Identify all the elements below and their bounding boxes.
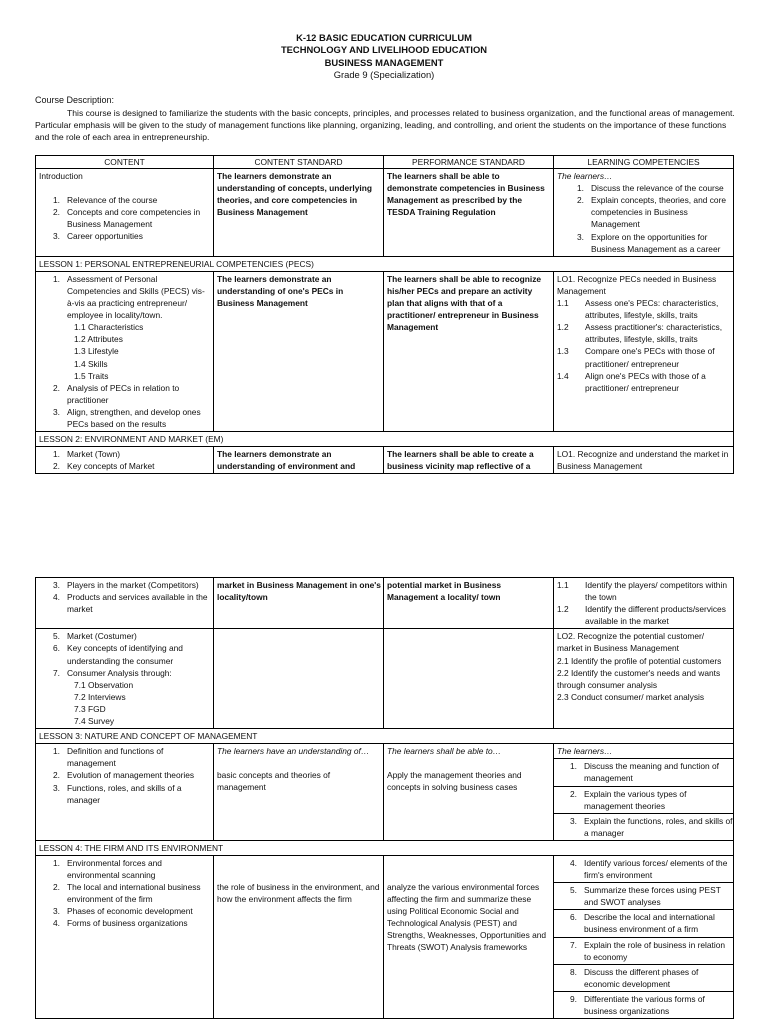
list-item [39, 194, 211, 206]
intro-lc-items [557, 182, 731, 255]
list-item-text: Key concepts of identifying and understanding the consumer [67, 643, 183, 666]
lesson-3-lc-items [554, 759, 733, 840]
lesson-2b-items [39, 579, 211, 615]
list-item-text: Describe the local and international business environment of a firm [584, 912, 715, 935]
list-item-text: Discuss the relevance of the course [591, 183, 724, 194]
list-item [39, 715, 211, 727]
list-item-number: 2. [53, 382, 60, 393]
lesson-1-learning-competencies [554, 271, 734, 431]
lesson-1-lo-title: LO1. Recognize PECs needed in Business Management [557, 273, 717, 296]
lesson-4-items [39, 857, 211, 930]
lesson-3-ps-lead: The learners shall be able to… [387, 746, 502, 757]
list-item-number: 2. [53, 461, 60, 472]
list-item-number: 3. [53, 906, 60, 917]
list-item-text: Assess practitioner's: characteristics, attributes, lifestyle, skills, traits [585, 322, 723, 345]
lesson-2c-content-standard-empty [214, 629, 384, 729]
list-item-text: Align, strengthen, and develop ones PECs based on the results [67, 406, 201, 429]
lesson-1-items [39, 273, 211, 430]
list-item [39, 745, 211, 769]
list-item-number: 4. [53, 918, 60, 929]
lesson-2-lo2-title: LO2. Recognize the potential customer/ market in Business Management [557, 631, 705, 654]
list-item-number: 1.2 [557, 604, 569, 615]
list-item-number: 2. [53, 207, 60, 218]
list-item-text: Career opportunities [67, 231, 143, 242]
list-item [557, 194, 731, 230]
list-item-number: 1. [53, 746, 60, 757]
list-item [39, 448, 211, 460]
list-item [39, 782, 211, 806]
lesson-2b-content-cell [36, 578, 214, 629]
list-item [554, 938, 733, 965]
list-item [39, 881, 211, 905]
lesson-3-items [39, 745, 211, 805]
list-item [39, 703, 211, 715]
course-description-text: This course is designed to familiarize the students with the basic concepts, principles, and processes related to business organization, and the functional areas of management. Particular emphasis will be given to the study of management functions like planning, organizing, leading, and controlling, and orient the students on the importance of these functions and the role of each area in entrepreneurship. [35, 108, 735, 142]
list-item [554, 883, 733, 910]
list-item [557, 370, 731, 394]
list-item [39, 382, 211, 406]
table-header-row [36, 156, 734, 169]
list-subitem-text: 1.5 Traits [74, 370, 109, 381]
list-item [557, 603, 731, 627]
list-item-text: Definition and functions of management [67, 746, 164, 769]
list-item [39, 667, 211, 679]
list-item-text: Players in the market (Competitors) [67, 580, 199, 590]
lesson-2-title: LESSON 2: ENVIRONMENT AND MARKET (EM) [36, 432, 734, 447]
list-item-number: 2. [577, 195, 584, 206]
list-item-number: 3. [53, 231, 60, 242]
list-item-number: 8. [570, 966, 577, 977]
list-item-text: Identify the different products/services available in the market [585, 604, 726, 627]
lesson-3-content-standard [214, 744, 384, 841]
table-row-lesson-4 [36, 855, 734, 1018]
list-item-text: Key concepts of Market [67, 461, 155, 472]
list-subitem-text: 7.3 FGD [74, 703, 106, 714]
list-item-text: Relevance of the course [67, 195, 158, 206]
intro-title: Introduction [39, 171, 83, 182]
list-item-text: Phases of economic development [67, 906, 193, 917]
list-item-number: 1. [53, 195, 60, 206]
list-item [39, 460, 211, 472]
intro-learning-competencies [554, 169, 734, 257]
table-row-lesson-2a [36, 447, 734, 474]
intro-content-standard: The learners demonstrate an understanding of concepts, underlying theories, and core competencies in Business Management [214, 169, 384, 257]
list-item-text: Consumer Analysis through: [67, 667, 172, 678]
document-header [0, 32, 768, 81]
lesson-2b-content-standard: market in Business Management in one's locality/town [214, 578, 384, 629]
list-item-text: Explain the functions, roles, and skills of a manager [584, 815, 733, 838]
table-row-lesson-1 [36, 271, 734, 431]
lesson-4-lc-items [554, 856, 733, 1018]
list-item [39, 321, 211, 333]
list-item-text: Market (Town) [67, 449, 121, 460]
list-item-number: 1. [53, 273, 60, 284]
table-row-lesson-2b [36, 578, 734, 629]
lesson-1-title: LESSON 1: PERSONAL ENTREPRENEURIAL COMPETENCIES (PECS) [36, 256, 734, 271]
list-subitem-text: 1.1 Characteristics [74, 322, 144, 333]
list-item-number: 5. [53, 631, 60, 642]
list-item [39, 333, 211, 345]
lesson-2-lo2-item-3: 2.3 Conduct consumer/ market analysis [557, 691, 705, 702]
curriculum-table-part-1 [35, 155, 734, 474]
list-item-text: Differentiate the various forms of business organizations [584, 993, 705, 1016]
list-item-number: 2. [53, 770, 60, 781]
intro-performance-standard: The learners shall be able to demonstrate competencies in Business Management as prescribed by the TESDA Training Regulation [384, 169, 554, 257]
list-subitem-text: 7.4 Survey [74, 716, 115, 727]
lesson-2c-learning-competencies [554, 629, 734, 729]
lesson-3-title-row [36, 729, 734, 744]
list-item [554, 992, 733, 1018]
list-item-number: 5. [570, 885, 577, 896]
lesson-3-learning-competencies [554, 744, 734, 841]
list-item-text: Identify the players/ competitors within the town [585, 580, 727, 603]
lesson-2c-content-cell [36, 629, 214, 729]
list-item-number: 7. [53, 667, 60, 678]
lesson-2a-lo: LO1. Recognize and understand the market in Business Management [554, 447, 734, 474]
lesson-1-content-cell [36, 271, 214, 431]
list-item-text: Evolution of management theories [67, 770, 195, 781]
intro-content-cell [36, 169, 214, 257]
lesson-2c-performance-standard-empty [384, 629, 554, 729]
header-line-4: Grade 9 (Specialization) [333, 68, 435, 80]
header-line-3: BUSINESS MANAGEMENT [324, 56, 444, 68]
lesson-3-lc-lead: The learners… [554, 744, 733, 759]
list-item-number: 6. [570, 912, 577, 923]
list-item [39, 591, 211, 615]
list-item-text: Explain the various types of management theories [584, 788, 687, 811]
list-item-text: Identify various forces/ elements of the firm's environment [584, 857, 728, 881]
list-item-number: 2. [53, 882, 60, 893]
lesson-1-content-standard: The learners demonstrate an understanding of one's PECs in Business Management [214, 271, 384, 431]
list-item-number: 1.1 [557, 580, 569, 590]
lesson-4-learning-competencies [554, 855, 734, 1018]
list-item [557, 579, 731, 603]
list-item-text: Align one's PECs with those of a practitioner/ entrepreneur [585, 370, 706, 393]
lesson-4-content-standard [214, 855, 384, 1018]
list-item-text: Analysis of PECs in relation to practitioner [67, 382, 180, 405]
list-item-number: 3. [53, 782, 60, 793]
lesson-2-lo2-item-2: 2.2 Identify the customer's needs and wants through consumer analysis [557, 667, 721, 690]
list-item-text: The local and international business environment of the firm [67, 882, 201, 905]
lesson-2b-learning-competencies [554, 578, 734, 629]
lesson-2a-performance-standard: The learners shall be able to create a business vicinity map reflective of a [384, 447, 554, 474]
list-item-text: Products and services available in the market [67, 592, 208, 615]
list-item-text: Assessment of Personal Competencies and Skills (PECS) vis-à-vis aa practicing entrepreneur/ employee in locality/town. [67, 273, 205, 321]
list-item [557, 345, 731, 369]
list-item-number: 7. [570, 939, 577, 950]
lesson-4-ps-text: analyze the various environmental forces affecting the firm and summarize these using Political Economic Social and Technological Analysis (PEST) and Strengths, Weaknesses, Opportunities and Threats (SWOT) Analysis frameworks [387, 881, 547, 953]
column-header-performance-standard: PERFORMANCE STANDARD [384, 156, 554, 169]
lesson-2b-lo-items [557, 579, 731, 627]
list-item [557, 231, 731, 255]
lesson-2-title-row [36, 432, 734, 447]
lesson-4-content-cell [36, 855, 214, 1018]
list-item-number: 1. [577, 183, 584, 194]
lesson-2-lo2-item-1: 2.1 Identify the profile of potential customers [557, 655, 722, 666]
table-row-introduction [36, 169, 734, 257]
lesson-1-title-row [36, 256, 734, 271]
list-item-number: 6. [53, 643, 60, 654]
list-item-number: 3. [570, 815, 577, 826]
list-subitem-text: 1.3 Lifestyle [74, 346, 119, 357]
list-item [557, 321, 731, 345]
list-item-text: Explain the role of business in relation to economy [584, 939, 726, 962]
list-item [39, 630, 211, 642]
column-header-content-standard: CONTENT STANDARD [214, 156, 384, 169]
header-line-1: K-12 BASIC EDUCATION CURRICULUM [296, 32, 472, 43]
list-item-text: Summarize these forces using PEST and SWOT analyses [584, 885, 721, 908]
list-subitem-text: 1.4 Skills [74, 358, 108, 369]
lesson-2c-items [39, 630, 211, 727]
list-item [39, 206, 211, 230]
header-line-2: TECHNOLOGY AND LIVELIHOOD EDUCATION [280, 44, 488, 56]
list-item-number: 1. [570, 761, 577, 772]
list-item-text: Environmental forces and environmental scanning [67, 857, 162, 881]
lesson-2a-content-standard: The learners demonstrate an understanding of environment and [214, 447, 384, 474]
list-item [557, 297, 731, 321]
lesson-3-performance-standard [384, 744, 554, 841]
lesson-3-title: LESSON 3: NATURE AND CONCEPT OF MANAGEMENT [36, 729, 734, 744]
lesson-1-lo-items [557, 297, 731, 394]
list-item-text: Concepts and core competencies in Business Management [67, 207, 201, 230]
list-item [39, 905, 211, 917]
list-item-number: 2. [570, 788, 577, 799]
list-item [39, 679, 211, 691]
list-item [39, 642, 211, 666]
list-item [554, 965, 733, 992]
list-item [554, 910, 733, 937]
lesson-1-performance-standard: The learners shall be able to recognize his/her PECs and prepare an activity plan that aligns with that of a practitioner/ entrepreneur in Business Management [384, 271, 554, 431]
list-item [554, 787, 733, 814]
list-item [39, 857, 211, 881]
list-item [39, 691, 211, 703]
list-item-text: Discuss the meaning and function of management [584, 761, 720, 784]
lesson-2a-content-cell [36, 447, 214, 474]
list-item [39, 345, 211, 357]
intro-lc-lead: The learners… [557, 171, 613, 182]
list-item-text: Functions, roles, and skills of a manager [67, 782, 182, 805]
list-item-number: 1. [53, 449, 60, 460]
list-item-number: 1.4 [557, 370, 569, 381]
lesson-3-cs-lead: The learners have an understanding of… [217, 746, 370, 757]
list-item [554, 759, 733, 786]
list-subitem-text: 1.2 Attributes [74, 334, 123, 345]
list-item-text: Forms of business organizations [67, 918, 188, 929]
list-item-number: 4. [570, 857, 577, 868]
list-item-number: 3. [53, 580, 60, 590]
list-item-number: 3. [577, 231, 584, 242]
list-item-number: 1. [53, 857, 60, 868]
list-item-text: Discuss the different phases of economic development [584, 966, 699, 989]
list-item [39, 273, 211, 321]
list-item-text: Compare one's PECs with those of practitioner/ entrepreneur [585, 346, 715, 369]
curriculum-table-part-2 [35, 577, 734, 1019]
list-item-number: 9. [570, 993, 577, 1004]
lesson-4-cs-text: the role of business in the environment, and how the environment affects the firm [217, 881, 380, 905]
lesson-4-title: LESSON 4: THE FIRM AND ITS ENVIRONMENT [36, 840, 734, 855]
lesson-2a-items [39, 448, 211, 472]
list-item [39, 579, 211, 591]
table-row-lesson-3 [36, 744, 734, 841]
course-description-label: Course Description: [35, 95, 115, 105]
list-item-number: 1.3 [557, 346, 569, 357]
list-item-text: Assess one's PECs: characteristics, attributes, lifestyle, skills, traits [585, 298, 719, 321]
list-item-text: Explain concepts, theories, and core competencies in Business Management [591, 195, 727, 230]
list-item [557, 182, 731, 194]
list-item-number: 4. [53, 592, 60, 603]
list-item [39, 230, 211, 242]
lesson-3-cs-text: basic concepts and theories of management [217, 770, 331, 793]
list-item [39, 406, 211, 430]
list-item [39, 769, 211, 781]
column-header-learning-competencies: LEARNING COMPETENCIES [554, 156, 734, 169]
lesson-4-performance-standard [384, 855, 554, 1018]
list-item-text: Explore on the opportunities for Business Management as a career [591, 231, 721, 254]
lesson-2b-performance-standard: potential market in Business Management a locality/ town [384, 578, 554, 629]
column-header-content: CONTENT [36, 156, 214, 169]
table-row-lesson-2c [36, 629, 734, 729]
list-item [39, 917, 211, 929]
list-subitem-text: 7.1 Observation [74, 679, 134, 690]
list-item [554, 814, 733, 840]
lesson-3-content-cell [36, 744, 214, 841]
intro-items [39, 194, 211, 242]
list-item [39, 370, 211, 382]
lesson-3-ps-text: Apply the management theories and concepts in solving business cases [387, 770, 522, 793]
list-subitem-text: 7.2 Interviews [74, 691, 126, 702]
list-item-number: 3. [53, 406, 60, 417]
list-item [554, 856, 733, 883]
lesson-4-title-row [36, 840, 734, 855]
list-item-number: 1.1 [557, 298, 569, 309]
list-item [39, 358, 211, 370]
list-item-text: Market (Costumer) [67, 631, 137, 642]
list-item-number: 1.2 [557, 322, 569, 333]
